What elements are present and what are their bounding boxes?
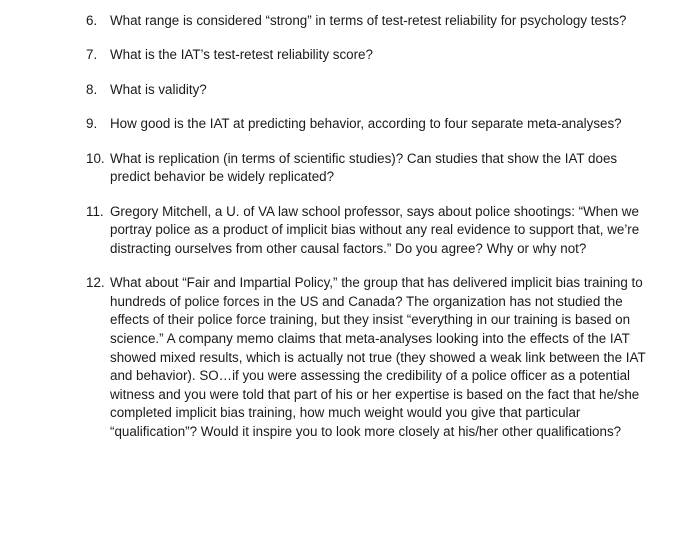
question-item-8 xyxy=(86,81,656,100)
question-item-12 xyxy=(86,274,656,441)
question-number: 10. xyxy=(86,150,105,166)
question-list xyxy=(86,12,656,457)
question-number: 7. xyxy=(86,47,98,63)
question-text: Gregory Mitchell, a U. of VA law school professor, says about police shootings: “When we portray police as a product of implicit bias without any real evidence to support that, we’re distracting ourselves from other causal factors.” Do you agree? Why or why not? xyxy=(110,203,640,256)
question-item-9 xyxy=(86,115,656,134)
question-text: What is the IAT’s test-retest reliability score? xyxy=(110,47,373,63)
question-item-7 xyxy=(86,46,656,65)
question-number: 12. xyxy=(86,275,105,291)
question-item-6 xyxy=(86,12,656,31)
question-text: What is validity? xyxy=(110,81,207,97)
question-text: What about “Fair and Impartial Policy,” the group that has delivered implicit bias training to hundreds of police forces in the US and Canada? The organization has not studied the effects of their police force training, but they insist “everything in our training is based on science.” A company memo claims that meta-analyses looking into the effects of the IAT showed mixed results, which is actually not true (they showed a weak link between the IAT and behavior). SO…if you were assessing the credibility of a police officer as a potential witness and you were told that part of his or her expertise is based on the fact that he/she completed implicit bias training, how much weight would you give that particular “qualification”? Would it inspire you to look more closely at his/her other qualifications? xyxy=(110,275,646,439)
question-number: 8. xyxy=(86,81,98,97)
question-item-11 xyxy=(86,203,656,259)
question-number: 9. xyxy=(86,116,98,132)
question-number: 11. xyxy=(86,203,104,219)
question-text: What range is considered “strong” in terms of test-retest reliability for psychology tests? xyxy=(110,13,627,28)
question-text: How good is the IAT at predicting behavior, according to four separate meta-analyses? xyxy=(110,116,622,132)
question-number: 6. xyxy=(86,13,98,28)
question-item-10 xyxy=(86,150,656,187)
question-text: What is replication (in terms of scientific studies)? Can studies that show the IAT does predict behavior be widely replicated? xyxy=(110,150,618,185)
